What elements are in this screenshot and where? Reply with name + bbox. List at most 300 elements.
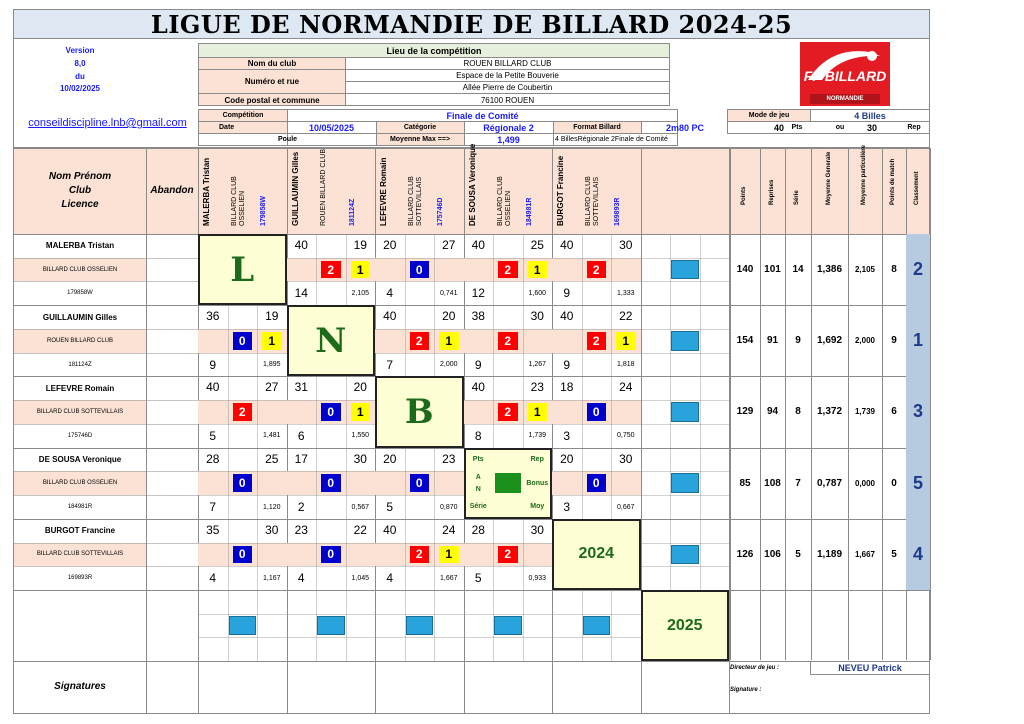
rue1-value: Espace de la Petite Bouverie [456, 71, 559, 80]
header-abandon: Abandon [150, 184, 194, 196]
match-serie: 5 [474, 571, 482, 586]
grid-line [13, 566, 198, 567]
match-bonus-badge: 1 [439, 332, 459, 350]
match-serie: 4 [297, 571, 305, 586]
directeur-name: NEVEU Patrick [838, 663, 902, 673]
match-moyenne: 1,167 [262, 574, 281, 582]
grid-line [405, 519, 406, 590]
stat-value: 129 [736, 406, 754, 418]
match-points-badge: 0 [321, 403, 341, 421]
header-player-name: LEFEVRE Romain [379, 157, 388, 226]
pts-value: 40 [773, 122, 784, 133]
stat-value: 7 [795, 477, 801, 489]
logo-sub: NORMANDIE [810, 94, 880, 104]
pts-label: Pts [791, 124, 803, 131]
stat-header: Points de match [890, 158, 896, 205]
grid-line [198, 353, 287, 354]
grid-line [198, 566, 287, 567]
grid-line [287, 281, 376, 282]
cyan-box [583, 616, 611, 636]
stat-value: 2 [906, 234, 930, 305]
match-points-badge: 0 [233, 474, 253, 492]
match-reprises: 30 [530, 522, 544, 537]
match-points: 40 [294, 238, 308, 252]
grid-line [493, 376, 494, 447]
match-reprises: 27 [265, 380, 279, 395]
date-value: 10/05/2025 [308, 122, 355, 133]
row-player-licence: 184981R [67, 503, 93, 510]
grid-line [13, 590, 930, 591]
grid-line [375, 566, 464, 567]
grid-line [552, 424, 641, 425]
match-points: 20 [383, 451, 397, 466]
row-player-licence: 179858W [67, 290, 93, 297]
match-reprises: 30 [619, 451, 633, 466]
match-points: 38 [471, 309, 485, 324]
grid-line [552, 471, 641, 472]
grid-line [641, 495, 730, 496]
grid-line [582, 448, 583, 519]
logo-text: FF BILLARD [803, 68, 887, 84]
match-serie: 4 [386, 286, 394, 301]
grid-line [287, 543, 376, 544]
legend-bonus: Bonus [526, 479, 549, 487]
match-moyenne: 1,120 [262, 503, 281, 511]
grid-line [316, 234, 317, 305]
grid-line [316, 519, 317, 590]
diag-block: L [198, 234, 287, 305]
match-serie: 4 [209, 571, 217, 586]
match-points: 31 [294, 380, 308, 395]
row-player-name: MALERBA Tristan [45, 241, 115, 251]
match-serie: 14 [294, 286, 308, 301]
cyan-box [671, 331, 699, 351]
grid-line [13, 424, 198, 425]
match-points-badge: 2 [498, 332, 518, 350]
match-reprises: 30 [619, 238, 633, 252]
competition-label: Compétition [222, 112, 264, 119]
match-points-badge: 2 [498, 546, 518, 564]
grid-line [13, 495, 198, 496]
row-player-club: BILLARD CLUB OSSELIEN [42, 480, 118, 487]
stat-header: Reprises [768, 179, 775, 205]
stat-header: Classement [914, 171, 920, 205]
grid-line [405, 234, 406, 305]
grid-line [464, 424, 553, 425]
grid-line [287, 566, 376, 567]
match-reprises: 19 [353, 238, 367, 252]
match-moyenne: 1,895 [262, 361, 281, 369]
grid-line [375, 329, 464, 330]
grid-line [641, 353, 730, 354]
header-player-licence: 181124Z [348, 198, 356, 226]
row-player-club: ROUEN BILLARD CLUB [46, 337, 114, 344]
row-player-club: BILLARD CLUB OSSELIEN [42, 266, 118, 273]
match-moyenne: 1,481 [262, 432, 281, 440]
grid-line [287, 471, 376, 472]
match-reprises: 30 [530, 309, 544, 324]
version-du: du [75, 71, 85, 81]
stat-value: 9 [891, 335, 897, 347]
mode-value: 4 Billes [854, 110, 886, 121]
cp-value: 76100 ROUEN [480, 95, 535, 105]
grid-line [552, 400, 641, 401]
grid-line [198, 471, 287, 472]
page-title: LIGUE DE NORMANDIE DE BILLARD 2024-25 [150, 9, 793, 39]
date-label: Date [219, 124, 235, 131]
match-points: 36 [206, 309, 220, 324]
version-date: 10/02/2025 [59, 83, 101, 93]
poule-label: Poule [277, 136, 298, 143]
stat-value: 1,372 [816, 406, 843, 418]
match-points-badge: 0 [321, 474, 341, 492]
match-serie: 8 [474, 428, 482, 443]
header-name: Nom Prénom [48, 170, 112, 182]
header-player-club: BILLARD CLUB SOTTEVILLAIS [585, 176, 600, 226]
match-moyenne: 0,933 [528, 574, 547, 582]
legend-green-box [495, 473, 521, 493]
match-moyenne: 0,567 [351, 503, 370, 511]
match-points: 28 [471, 522, 485, 537]
moyenne-label: Moyenne Max ==> [389, 136, 451, 143]
match-moyenne: 1,045 [351, 574, 370, 582]
match-points-badge: 0 [587, 403, 607, 421]
grid-line [552, 353, 641, 354]
header-player-club: BILLARD CLUB OSSELIEN [231, 176, 246, 226]
match-points-badge: 0 [233, 546, 253, 564]
grid-line [13, 329, 198, 330]
match-points: 40 [206, 380, 220, 395]
header-player-club: BILLARD CLUB SOTTEVILLAIS [408, 176, 423, 226]
match-serie: 7 [209, 500, 217, 515]
grid-line [375, 543, 464, 544]
match-moyenne: 1,739 [528, 432, 547, 440]
grid-line [287, 424, 376, 425]
diag-block: B [375, 376, 464, 447]
rue2-value: Allée Pierre de Coubertin [462, 83, 553, 92]
grid-line [198, 400, 287, 401]
match-moyenne: 0,750 [616, 432, 635, 440]
match-bonus-badge: 1 [351, 261, 371, 279]
match-points-badge: 2 [587, 332, 607, 350]
grid-line [641, 566, 730, 567]
grid-line [13, 258, 198, 259]
grid-line [700, 305, 701, 376]
stat-header: Points [741, 186, 747, 205]
legend-moy: Moy [530, 503, 545, 511]
stat-value: 8 [891, 264, 897, 276]
stat-value: 101 [764, 264, 781, 276]
cyan-box [671, 473, 699, 493]
grid-line [700, 519, 701, 590]
grid-line [700, 448, 701, 519]
lieu-header-label: Lieu de la compétition [386, 45, 482, 56]
match-reprises: 19 [265, 309, 279, 324]
match-points: 17 [294, 451, 308, 466]
match-points-badge: 0 [321, 546, 341, 564]
stat-value: 94 [766, 406, 779, 418]
stat-value: 85 [739, 477, 751, 489]
match-serie: 9 [474, 357, 482, 372]
match-reprises: 27 [442, 238, 456, 252]
match-serie: 12 [471, 286, 485, 301]
version-label: Version [65, 45, 95, 55]
grid-line [611, 590, 612, 661]
cyan-box [406, 616, 434, 636]
header-player-licence: 175746D [437, 197, 444, 226]
match-points: 35 [206, 522, 220, 537]
match-points-badge: 2 [498, 403, 518, 421]
match-points: 40 [471, 380, 485, 395]
grid-line [287, 637, 376, 638]
row-player-name: GUILLAUMIN Gilles [42, 312, 118, 322]
grid-line [228, 448, 229, 519]
header-player-club: ROUEN BILLARD CLUB [319, 148, 327, 226]
rep-value: 30 [866, 122, 877, 133]
match-serie: 7 [386, 357, 394, 372]
grid-line [700, 376, 701, 447]
grid-line [464, 543, 553, 544]
competition-value: Finale de Comité [446, 110, 519, 121]
signatures-label: Signatures [54, 680, 106, 692]
grid-line [582, 305, 583, 376]
stat-value: 5 [906, 448, 930, 519]
grid-line [375, 471, 464, 472]
match-points-badge: 2 [233, 403, 253, 421]
match-points-badge: 0 [233, 332, 253, 350]
version-number: 8,0 [74, 58, 86, 68]
match-points: 40 [560, 309, 574, 324]
stat-value: 1,386 [816, 264, 843, 276]
match-bonus-badge: 1 [528, 261, 548, 279]
format-label: Format Billard [573, 124, 621, 131]
match-points: 18 [560, 380, 574, 395]
stat-value: 8 [795, 406, 801, 418]
grid-line [641, 329, 730, 330]
stat-header: Moyenne particulière [861, 144, 867, 205]
stat-value: 2,105 [854, 265, 876, 275]
match-bonus-badge: 1 [616, 332, 636, 350]
match-points-badge: 0 [587, 474, 607, 492]
stat-header: Moyenne Generale [825, 151, 832, 205]
grid-line [228, 376, 229, 447]
match-moyenne: 0,741 [439, 289, 458, 297]
stat-value: 0,787 [816, 477, 843, 489]
match-moyenne: 0,870 [439, 503, 458, 511]
grid-line [198, 495, 287, 496]
header-player-name: DE SOUSA Veronique [467, 143, 477, 226]
match-moyenne: 2,105 [351, 289, 370, 297]
match-reprises: 23 [530, 380, 544, 395]
match-points: 40 [383, 522, 397, 537]
match-moyenne: 0,667 [616, 503, 635, 511]
match-serie: 9 [563, 357, 571, 372]
stat-value: 1,667 [854, 549, 876, 559]
match-moyenne: 1,818 [616, 361, 635, 369]
stat-value: 14 [792, 264, 804, 276]
grid-line [464, 353, 553, 354]
match-points-badge: 2 [587, 261, 607, 279]
grid-line [287, 495, 376, 496]
grid-line [464, 258, 553, 259]
grid-line [552, 329, 641, 330]
header-player-name: MALERBA Tristan [202, 157, 211, 226]
match-bonus-badge: 1 [439, 546, 459, 564]
cyan-box [671, 545, 699, 565]
grid-line [228, 305, 229, 376]
row-player-licence: 175746D [67, 432, 93, 439]
match-moyenne: 2,000 [439, 361, 458, 369]
legend-n: N [475, 485, 481, 493]
stat-value: 1 [906, 305, 930, 376]
grid-line [493, 305, 494, 376]
grid-line [552, 281, 641, 282]
stat-value: 91 [766, 335, 779, 347]
match-bonus-badge: 1 [351, 403, 371, 421]
header-player-licence: 184981R [525, 197, 533, 226]
stat-value: 108 [764, 477, 781, 489]
stat-value: 0 [891, 477, 897, 489]
grid-line [552, 637, 641, 638]
match-points-badge: 2 [410, 332, 430, 350]
grid-line [287, 258, 376, 259]
grid-line [641, 424, 730, 425]
grid-line [464, 329, 553, 330]
match-moyenne: 1,550 [351, 432, 370, 440]
stat-value: 1,692 [816, 335, 843, 347]
header-player-club: BILLARD CLUB OSSELIEN [496, 176, 512, 226]
row-player-name: LEFEVRE Romain [45, 383, 115, 393]
format-value: 2m80 PC [665, 122, 705, 133]
header-player-licence: 169893R [614, 197, 621, 226]
stat-value: 4 [906, 519, 930, 590]
grid-line [316, 376, 317, 447]
match-reprises: 25 [265, 451, 279, 466]
stat-value: 1,739 [854, 407, 876, 417]
diag-block: 2025 [641, 590, 730, 661]
match-serie: 6 [297, 428, 305, 443]
grid-line [146, 148, 147, 714]
grid-line [257, 590, 258, 661]
rue-label: Numéro et rue [244, 77, 300, 86]
grid-line [641, 281, 730, 282]
match-points: 40 [471, 238, 485, 252]
match-reprises: 20 [353, 380, 367, 395]
grid-line [13, 543, 198, 544]
match-moyenne: 1,600 [528, 289, 547, 297]
club-label: Nom du club [247, 59, 297, 68]
stat-value: 106 [764, 548, 781, 560]
stat-value: 2,000 [854, 336, 876, 346]
match-serie: 9 [563, 286, 571, 301]
legend-serie: Série [469, 503, 487, 511]
stat-value: 0,000 [854, 478, 876, 488]
row-player-name: DE SOUSA Veronique [38, 454, 122, 464]
grid-line [375, 258, 464, 259]
grid-line [13, 400, 198, 401]
stat-value: 154 [736, 335, 754, 347]
match-points: 40 [383, 309, 397, 324]
grid-line [346, 590, 347, 661]
match-reprises: 24 [619, 380, 633, 395]
grid-line [198, 329, 287, 330]
stat-value: 5 [795, 548, 801, 560]
row-player-club: BILLARD CLUB SOTTEVILLAIS [36, 551, 124, 558]
row-player-club: BILLARD CLUB SOTTEVILLAIS [36, 408, 124, 415]
match-reprises: 25 [530, 238, 544, 252]
stat-value: 140 [736, 264, 754, 276]
grid-line [552, 258, 641, 259]
ffb-logo [800, 42, 890, 106]
grid-line [405, 305, 406, 376]
grid-line [287, 400, 376, 401]
grid-line [13, 281, 198, 282]
stat-value: 126 [736, 548, 754, 560]
grid-line [700, 234, 701, 305]
match-points: 20 [383, 238, 397, 252]
cyan-box [494, 616, 522, 636]
match-reprises: 22 [353, 522, 367, 537]
match-bonus-badge: 1 [528, 403, 548, 421]
grid-line [13, 471, 198, 472]
match-points: 20 [560, 451, 574, 466]
match-points: 40 [560, 238, 574, 252]
legend-a: A [475, 473, 481, 481]
match-reprises: 30 [265, 522, 279, 537]
match-serie: 3 [563, 500, 571, 515]
grid-line [13, 353, 198, 354]
header-licence: Licence [61, 198, 99, 210]
ou-label: ou [835, 124, 845, 131]
grid-line [405, 448, 406, 519]
match-serie: 5 [386, 500, 394, 515]
match-points-badge: 0 [410, 261, 430, 279]
match-serie: 3 [563, 428, 571, 443]
grid-line [198, 637, 287, 638]
title-bar [13, 9, 930, 39]
grid-line [641, 400, 730, 401]
match-moyenne: 1,267 [528, 361, 547, 369]
match-moyenne: 1,667 [439, 574, 458, 582]
match-serie: 9 [209, 357, 217, 372]
grid-line [228, 519, 229, 590]
match-points: 23 [294, 522, 308, 537]
grid-line [434, 590, 435, 661]
match-serie: 2 [297, 500, 305, 515]
cyan-box [671, 402, 699, 422]
stat-value: 9 [795, 335, 801, 347]
email-link[interactable]: conseildiscipline.lnb@gmail.com [28, 117, 187, 129]
legend-rep: Rep [530, 455, 544, 463]
header-player-licence: 179858W [260, 196, 267, 226]
match-moyenne: 1,333 [616, 289, 635, 297]
grid-line [464, 637, 553, 638]
cp-label: Code postal et commune [224, 95, 320, 105]
grid-line [641, 471, 730, 472]
grid-line [582, 376, 583, 447]
stat-value: 6 [891, 406, 897, 418]
grid-line [375, 281, 464, 282]
grid-line [582, 234, 583, 305]
grid-line [464, 400, 553, 401]
match-serie: 5 [209, 428, 217, 443]
match-points-badge: 2 [410, 546, 430, 564]
grid-line [493, 519, 494, 590]
stat-value: 1,189 [816, 548, 843, 560]
grid-line [552, 495, 641, 496]
grid-line [464, 566, 553, 567]
match-reprises: 30 [353, 451, 367, 466]
